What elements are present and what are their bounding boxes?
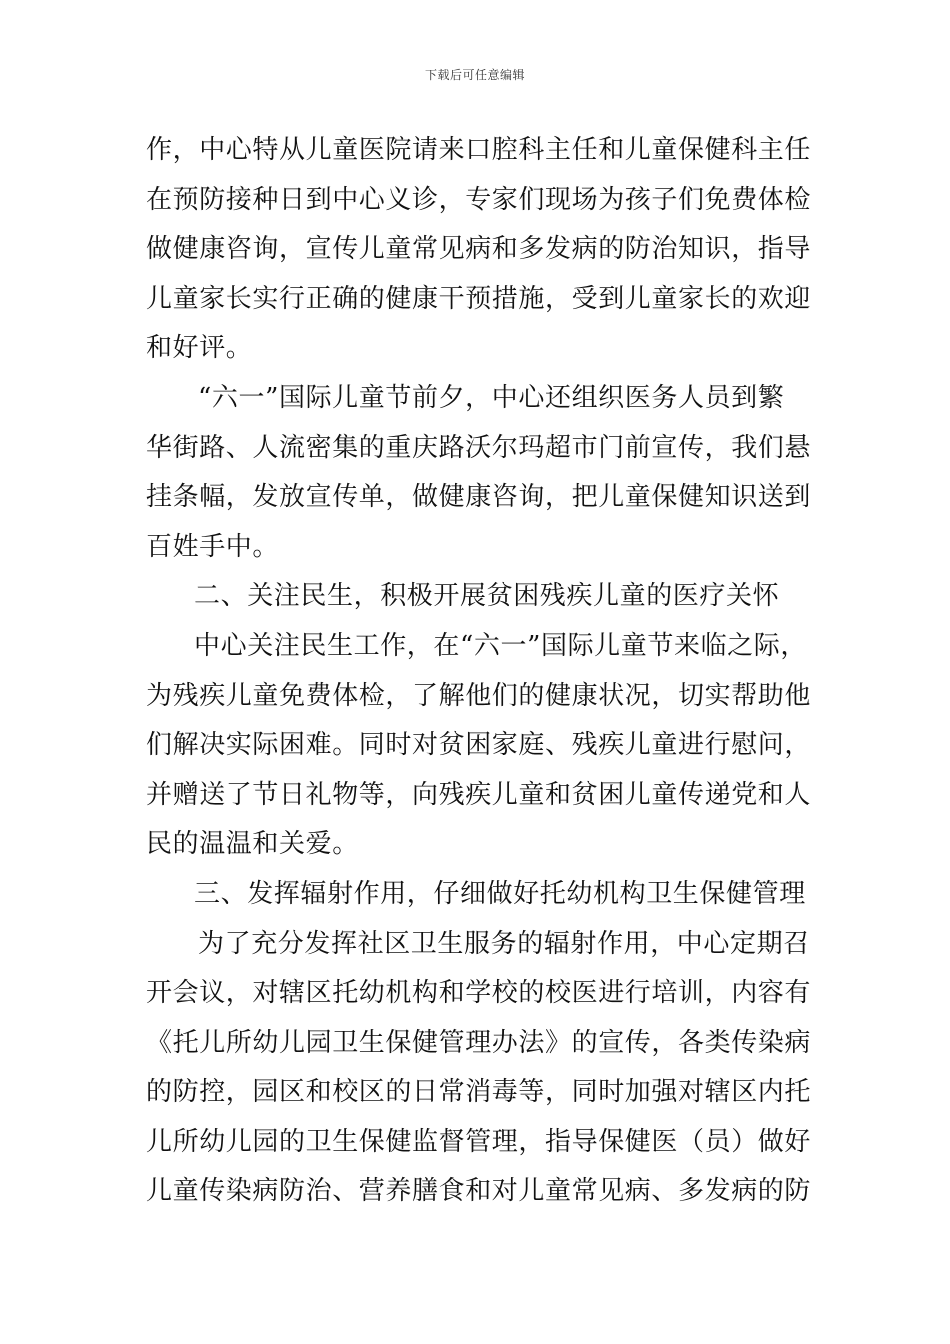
text-line: 儿童传染病防治、营养膳食和对儿童常见病、多发病的防 <box>146 1176 812 1207</box>
text-line: 《托儿所幼儿园卫生保健管理办法》的宣传，各类传染病 <box>146 1027 812 1058</box>
text-line: 的防控，园区和校区的日常消毒等，同时加强对辖区内托 <box>146 1077 812 1108</box>
text-line: 们解决实际困难。同时对贫困家庭、残疾儿童进行慰问， <box>146 730 812 761</box>
text-line: 儿童家长实行正确的健康干预措施，受到儿童家长的欢迎 <box>146 283 812 314</box>
text-line: 儿所幼儿园的卫生保健监督管理，指导保健医（员）做好 <box>146 1126 812 1157</box>
text-line: 百姓手中。 <box>146 531 280 562</box>
text-line: 并赠送了节日礼物等，向残疾儿童和贫困儿童传递党和人 <box>146 779 812 810</box>
document-body <box>146 126 826 1217</box>
paragraph-start-line: 中心关注民生工作，在“六一”国际儿童节来临之际， <box>194 630 807 661</box>
section-heading: 二、关注民生，积极开展贫困残疾儿童的医疗关怀 <box>194 581 780 612</box>
text-line: 作，中心特从儿童医院请来口腔科主任和儿童保健科主任 <box>146 135 812 165</box>
section-heading: 三、发挥辐射作用，仔细做好托幼机构卫生保健管理 <box>194 878 806 909</box>
text-line: 在预防接种日到中心义诊，专家们现场为孩子们免费体检 <box>146 184 812 215</box>
text-line: 开会议，对辖区托幼机构和学校的校医进行培训，内容有 <box>146 978 812 1009</box>
text-line: 民的温温和关爱。 <box>146 829 359 860</box>
paragraph-start-line: 为了充分发挥社区卫生服务的辐射作用，中心定期召 <box>198 928 810 959</box>
page-header: 下载后可任意编辑 <box>424 68 525 82</box>
text-line: 为残疾儿童免费体检，了解他们的健康状况，切实帮助他 <box>146 680 812 711</box>
text-line: 和好评。 <box>146 333 253 364</box>
text-line: 挂条幅，发放宣传单，做健康咨询，把儿童保健知识送到 <box>146 482 812 513</box>
text-line: 华街路、人流密集的重庆路沃尔玛超市门前宣传，我们悬 <box>146 432 812 463</box>
text-line: 做健康咨询，宣传儿童常见病和多发病的防治知识，指导 <box>146 234 812 265</box>
paragraph-start-line: “六一”国际儿童节前夕，中心还组织医务人员到繁 <box>198 382 785 413</box>
